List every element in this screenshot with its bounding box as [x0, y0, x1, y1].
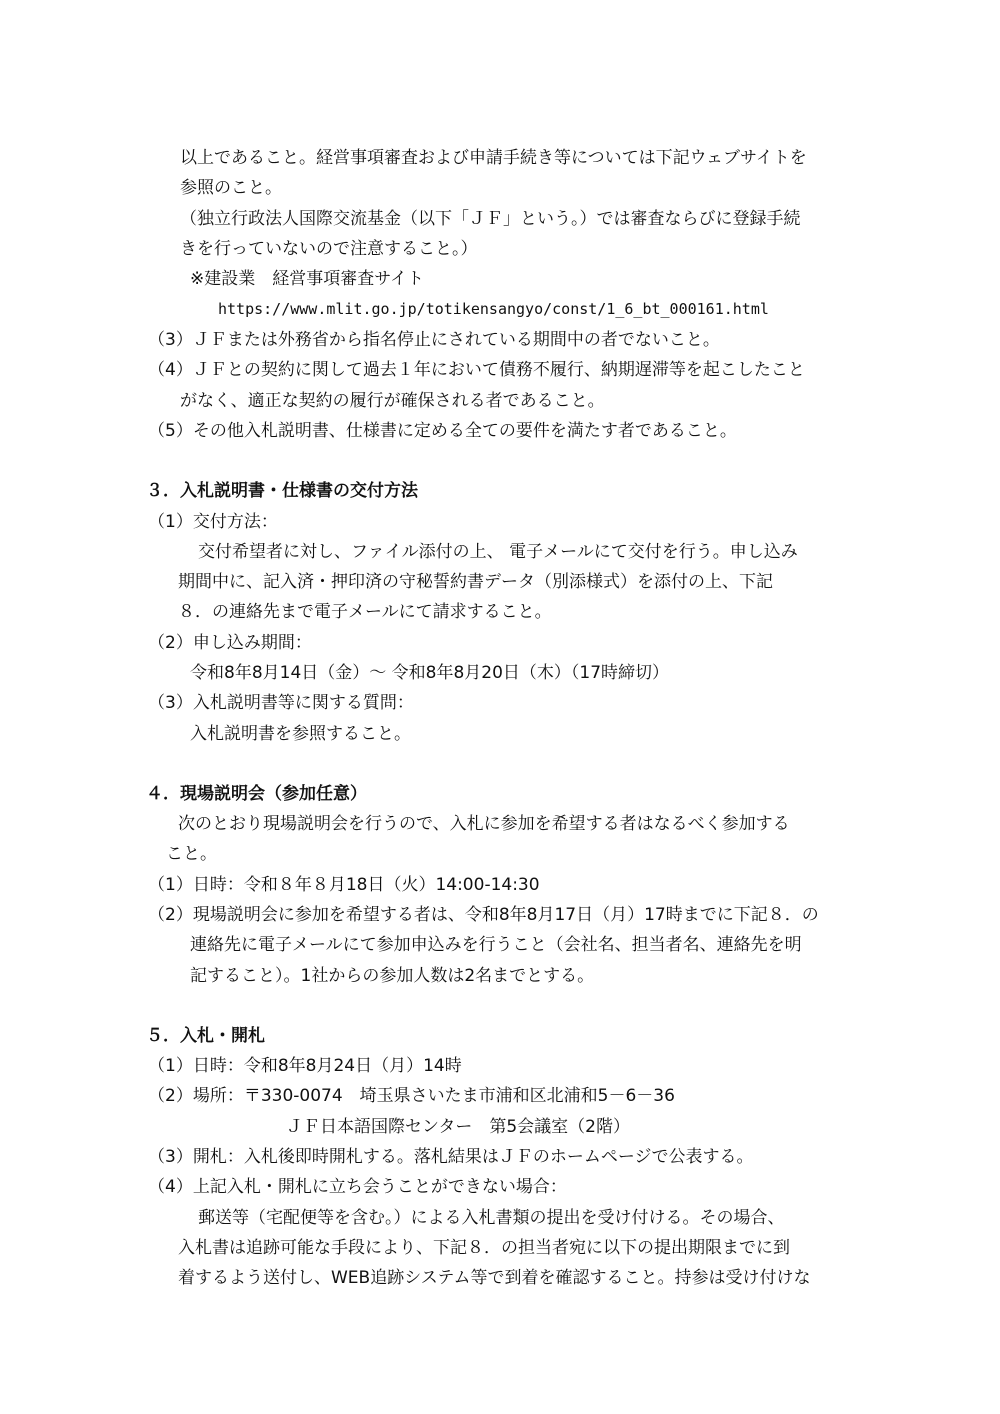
text-line: 令和8年8月14日（金）～ 令和8年8月20日（木）（17時締切）: [190, 663, 670, 683]
text-line: がなく、適正な契約の履行が確保される者であること。: [180, 391, 605, 411]
list-item: （2）場所：〒330-0074 埼玉県さいたま市浦和区北浦和5－6－36: [148, 1086, 675, 1106]
list-item: （1）日時：令和８年８月18日（火）14:00-14:30: [148, 875, 540, 895]
list-item: （2）申し込み期間：: [148, 633, 312, 653]
text-line: こと。: [166, 844, 217, 864]
text-line: 着するよう送付し、WEB追跡システム等で到着を確認すること。持参は受け付けな: [178, 1268, 811, 1288]
text-line: 郵送等（宅配便等を含む。）による入札書類の提出を受け付ける。その場合、: [198, 1208, 785, 1228]
text-line: 記すること）。1社からの参加人数は2名までとする。: [190, 966, 595, 986]
list-item: （3）入札説明書等に関する質問：: [148, 693, 414, 713]
text-line: ８．の連絡先まで電子メールにて請求すること。: [178, 602, 552, 622]
text-line: （独立行政法人国際交流基金（以下「ＪＦ」という。）では審査ならびに登録手続: [180, 209, 801, 229]
list-item: （3）ＪＦまたは外務省から指名停止にされている期間中の者でないこと。: [148, 330, 720, 350]
text-line: 参照のこと。: [180, 178, 282, 198]
text-line: 交付希望者に対し、ファイル添付の上、 電子メールにて交付を行う。申し込み: [198, 542, 798, 562]
text-line: ※建設業 経営事項審査サイト: [190, 269, 425, 289]
text-line: 次のとおり現場説明会を行うので、入札に参加を希望する者はなるべく参加する: [178, 814, 790, 834]
text-line: 入札説明書を参照すること。: [190, 724, 411, 744]
url-link[interactable]: https://www.mlit.go.jp/totikensangyo/const/1_6_bt_000161.html: [218, 300, 769, 318]
section-heading: ３．入札説明書・仕様書の交付方法: [146, 481, 418, 501]
text-line: 期間中に、記入済・押印済の守秘誓約書データ（別添様式）を添付の上、下記: [178, 572, 773, 592]
text-line: 入札書は追跡可能な手段により、下記８．の担当者宛に以下の提出期限までに到: [178, 1238, 790, 1258]
list-item: （4）上記入札・開札に立ち会うことができない場合：: [148, 1177, 567, 1197]
list-item: （2）現場説明会に参加を希望する者は、令和8年8月17日（月）17時までに下記８．の: [148, 905, 819, 925]
section-heading: ５．入札・開札: [146, 1026, 265, 1046]
list-item: （5）その他入札説明書、仕様書に定める全ての要件を満たす者であること。: [148, 421, 737, 441]
list-item: （1）交付方法：: [148, 512, 278, 532]
list-item: （3）開札：入札後即時開札する。落札結果はＪＦのホームページで公表する。: [148, 1147, 754, 1167]
section-heading: ４．現場説明会（参加任意）: [146, 784, 367, 804]
text-line: 以上であること。経営事項審査および申請手続き等については下記ウェブサイトを: [180, 148, 807, 168]
text-line: 連絡先に電子メールにて参加申込みを行うこと（会社名、担当者名、連絡先を明: [190, 935, 802, 955]
list-item: （1）日時：令和8年8月24日（月）14時: [148, 1056, 462, 1076]
text-line: きを行っていないので注意すること。）: [180, 239, 478, 259]
list-item: （4）ＪＦとの契約に関して過去１年において債務不履行、納期遅滞等を起こしたこと: [148, 360, 805, 380]
text-line: ＪＦ日本語国際センター 第5会議室（2階）: [286, 1117, 630, 1137]
